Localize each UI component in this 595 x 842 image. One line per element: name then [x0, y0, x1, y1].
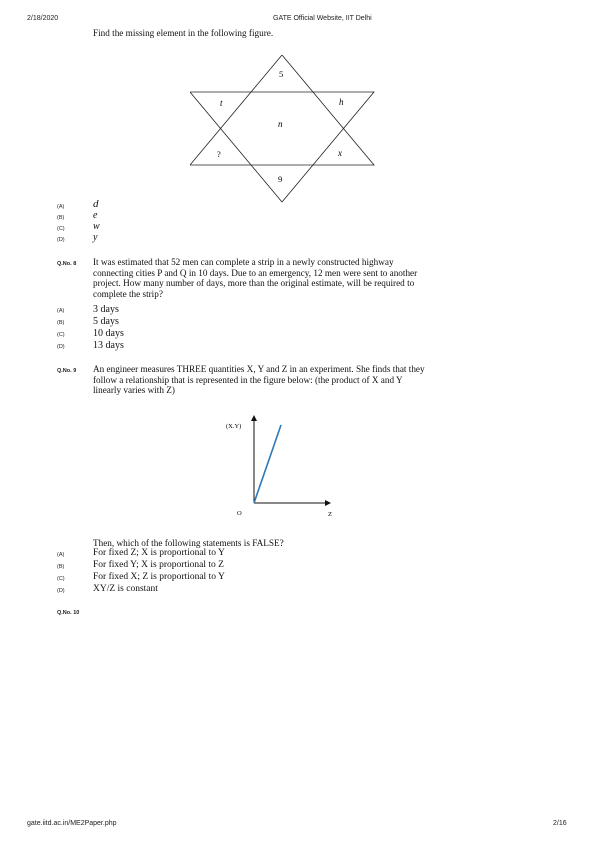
q10-number: Q.No. 10	[57, 610, 80, 616]
q9-option-d-letter: (D)	[57, 588, 65, 594]
q8-line-4: complete the strip?	[93, 288, 163, 299]
q9-option-a-letter: (A)	[57, 552, 65, 558]
site-title: GATE Official Website, IIT Delhi	[273, 15, 372, 22]
q8-option-d-letter: (D)	[57, 344, 65, 350]
q9-option-d: XY/Z is constant	[93, 584, 158, 594]
star-label-lower-right: x	[338, 148, 342, 158]
star-label-top: 5	[279, 69, 284, 79]
q7-option-c-letter: (C)	[57, 226, 65, 232]
q8-option-a-letter: (A)	[57, 308, 65, 314]
xy-vs-z-graph	[220, 412, 345, 522]
q8-line-3: project. How many number of days, more than the original estimate, will be required to	[93, 278, 415, 289]
q7-option-c: w	[93, 221, 100, 232]
q9-option-b: For fixed Y; X is proportional to Z	[93, 560, 224, 570]
q7-option-a: d	[93, 198, 99, 210]
q9-text	[93, 364, 471, 396]
q9-option-c: For fixed X; Z is proportional to Y	[93, 572, 225, 582]
q8-option-b: 5 days	[93, 316, 119, 327]
q8-option-a: 3 days	[93, 304, 119, 315]
q7-option-b: e	[93, 210, 98, 221]
q7-option-d-letter: (D)	[57, 237, 65, 243]
star-figure	[190, 55, 375, 207]
q8-line-2: connecting cities P and Q in 10 days. Due to an emergency, 12 men were sent to another	[93, 267, 418, 278]
q9-option-b-letter: (B)	[57, 564, 65, 570]
y-axis-label: (X.Y)	[226, 423, 242, 430]
q8-option-c: 10 days	[93, 328, 124, 339]
q9-option-c-letter: (C)	[57, 576, 65, 582]
q8-line-1: It was estimated that 52 men can complete a strip in a newly constructed highway	[93, 257, 394, 267]
relation-line	[254, 425, 281, 503]
footer-page-number: 2/16	[553, 820, 567, 827]
star-label-upper-right: h	[339, 97, 344, 107]
star-label-bottom: 9	[278, 174, 283, 184]
footer-url: gate.iitd.ac.in/ME2Paper.php	[27, 820, 117, 827]
q9-line-3: linearly varies with Z)	[93, 385, 175, 396]
print-date: 2/18/2020	[27, 15, 59, 22]
q8-option-d: 13 days	[93, 340, 124, 351]
star-label-upper-left: t	[220, 98, 223, 108]
q7-text: Find the missing element in the following figure.	[93, 28, 274, 38]
q9-line-1: An engineer measures THREE quantities X, Y and Z in an experiment. She finds that they	[93, 364, 425, 374]
x-axis-label: Z	[328, 511, 332, 518]
star-label-center: n	[278, 119, 283, 129]
q7-option-a-letter: (A)	[57, 204, 65, 210]
q8-option-c-letter: (C)	[57, 332, 65, 338]
origin-label: O	[237, 510, 242, 517]
q9-prompt: Then, which of the following statements is FALSE?	[93, 538, 284, 548]
q8-option-b-letter: (B)	[57, 320, 65, 326]
q7-option-b-letter: (B)	[57, 215, 65, 221]
q8-text	[93, 257, 471, 299]
q9-line-2: follow a relationship that is represented in the figure below: (the product of X and Y	[93, 374, 403, 385]
q8-number: Q.No. 8	[57, 261, 77, 267]
q9-option-a: For fixed Z; X is proportional to Y	[93, 548, 225, 558]
q7-option-d: y	[93, 232, 98, 243]
star-label-lower-left: ?	[217, 149, 221, 159]
q9-number: Q.No. 9	[57, 368, 77, 374]
star-triangle-down	[190, 92, 374, 202]
